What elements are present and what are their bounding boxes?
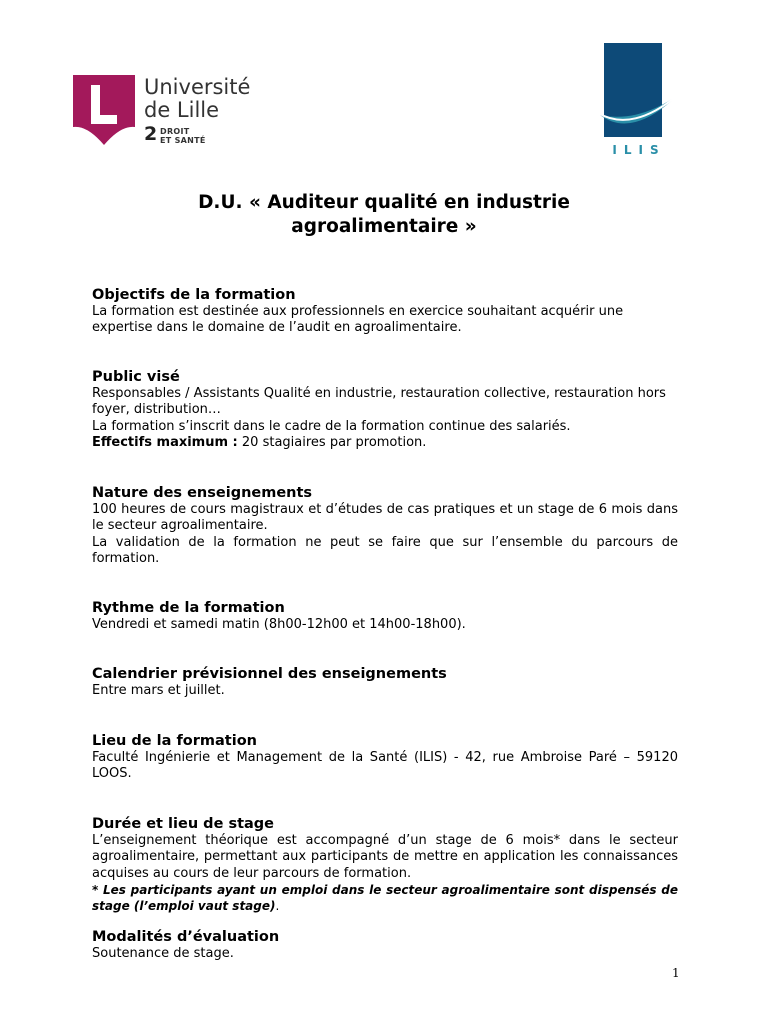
university-name-line1: Université: [144, 75, 251, 99]
section-text: 100 heures de cours magistraux et d’études de cas pratiques et un stage de 6 mois dans le secteur agroalimentaire.: [92, 502, 678, 534]
section-title: Rythme de la formation: [92, 600, 285, 616]
university-sub-sante: ET SANTÉ: [160, 136, 206, 145]
ilis-logo: [598, 43, 680, 159]
university-sub-droit: DROIT: [160, 127, 190, 136]
section-public: [92, 369, 678, 451]
section-text: Responsables / Assistants Qualité en industrie, restauration collective, restauration hors foyer, distribution…: [92, 386, 666, 418]
university-number: 2: [144, 123, 158, 145]
section-lieu: [92, 733, 678, 783]
section-stage: [92, 816, 678, 914]
section-title: Calendrier prévisionnel des enseignements: [92, 666, 447, 682]
section-text: La validation de la formation ne peut se faire que sur l’ensemble du parcours de formation.: [92, 534, 678, 566]
effectifs-value: 20 stagiaires par promotion.: [237, 434, 427, 450]
section-text: Soutenance de stage.: [92, 946, 234, 961]
document-title: [100, 191, 668, 239]
universite-lille-logo: [73, 75, 273, 147]
section-text: Faculté Ingénierie et Management de la Santé (ILIS) - 42, rue Ambroise Paré – 59120 LOOS.: [92, 750, 678, 782]
section-text: Vendredi et samedi matin (8h00-12h00 et 14h00-18h00).: [92, 617, 466, 632]
section-text: L’enseignement théorique est accompagné d’un stage de 6 mois* dans le secteur agroalimentaire, permettant aux participants de mettre en application les connaissances acquises au cours de leur parcours de formation.: [92, 833, 678, 881]
effectifs-label: Effectifs maximum :: [92, 434, 238, 450]
section-text: La formation s’inscrit dans le cadre de la formation continue des salariés.: [92, 418, 571, 434]
ilis-label: ILIS: [612, 143, 666, 157]
section-title: Objectifs de la formation: [92, 287, 296, 303]
effectifs-line: [92, 435, 678, 451]
footnote-text: * Les participants ayant un emploi dans le secteur agroalimentaire sont dispensés de stage (l’emploi vaut stage): [92, 882, 678, 913]
lille-emblem-icon: [73, 75, 135, 145]
section-objectifs: [92, 287, 678, 337]
page-number: 1: [672, 966, 680, 980]
section-title: Nature des enseignements: [92, 485, 313, 501]
section-title: Durée et lieu de stage: [92, 816, 275, 832]
university-name-line2: de Lille: [144, 98, 220, 122]
section-rythme: [92, 600, 678, 633]
section-calendrier: [92, 666, 678, 699]
title-line1: D.U. « Auditeur qualité en industrie: [198, 192, 570, 213]
section-modalites: [92, 929, 678, 962]
section-title: Lieu de la formation: [92, 733, 257, 749]
section-nature: [92, 485, 678, 567]
footnote-period: .: [275, 898, 280, 913]
section-title: Public visé: [92, 369, 180, 385]
stage-footnote: [92, 882, 678, 914]
section-title: Modalités d’évaluation: [92, 929, 280, 945]
section-text: La formation est destinée aux professionnels en exercice souhaitant acquérir une expertise dans le domaine de l’audit en agroalimentaire.: [92, 304, 624, 336]
title-line2: agroalimentaire »: [291, 216, 477, 237]
section-text: Entre mars et juillet.: [92, 683, 225, 698]
ilis-emblem-icon: [598, 43, 680, 143]
